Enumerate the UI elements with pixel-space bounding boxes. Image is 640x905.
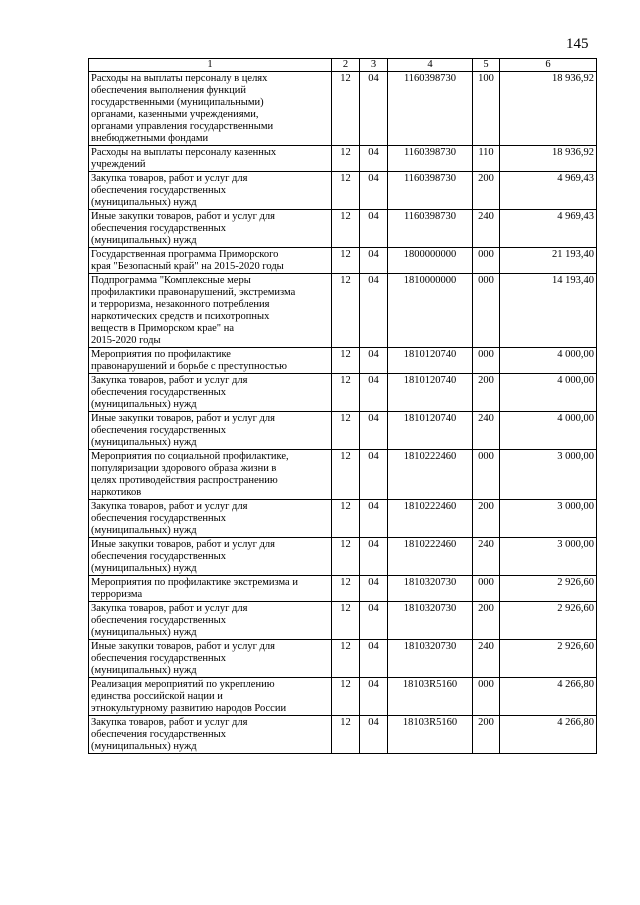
- header-cell-3: 3: [360, 59, 388, 72]
- expense-type-cell: 000: [473, 576, 500, 602]
- expense-type-cell: 200: [473, 716, 500, 754]
- amount-cell: 3 000,00: [500, 500, 597, 538]
- item-name-cell: Расходы на выплаты персоналу казенных учреждений: [89, 146, 332, 172]
- table-row: [89, 248, 597, 274]
- section-cell: 12: [332, 248, 360, 274]
- amount-cell: 4 969,43: [500, 210, 597, 248]
- section-cell: 12: [332, 412, 360, 450]
- header-cell-1: 1: [89, 59, 332, 72]
- target-article-cell: 1810000000: [388, 274, 473, 348]
- item-name-cell: Иные закупки товаров, работ и услуг для обеспечения государственных (муниципальных) нужд: [89, 640, 332, 678]
- amount-cell: 4 969,43: [500, 172, 597, 210]
- target-article-cell: 1810120740: [388, 412, 473, 450]
- subsection-cell: 04: [360, 576, 388, 602]
- amount-cell: 14 193,40: [500, 274, 597, 348]
- subsection-cell: 04: [360, 274, 388, 348]
- target-article-cell: 1800000000: [388, 248, 473, 274]
- subsection-cell: 04: [360, 146, 388, 172]
- target-article-cell: 18103R5160: [388, 716, 473, 754]
- section-cell: 12: [332, 640, 360, 678]
- expense-type-cell: 000: [473, 248, 500, 274]
- budget-table: [88, 58, 597, 754]
- subsection-cell: 04: [360, 348, 388, 374]
- table-row: [89, 72, 597, 146]
- target-article-cell: 1810222460: [388, 500, 473, 538]
- table-row: [89, 274, 597, 348]
- header-cell-6: 6: [500, 59, 597, 72]
- subsection-cell: 04: [360, 72, 388, 146]
- item-name-cell: Иные закупки товаров, работ и услуг для обеспечения государственных (муниципальных) нужд: [89, 210, 332, 248]
- subsection-cell: 04: [360, 538, 388, 576]
- section-cell: 12: [332, 450, 360, 500]
- table-row: [89, 146, 597, 172]
- section-cell: 12: [332, 72, 360, 146]
- section-cell: 12: [332, 210, 360, 248]
- section-cell: 12: [332, 538, 360, 576]
- table-row: [89, 500, 597, 538]
- expense-type-cell: 200: [473, 500, 500, 538]
- subsection-cell: 04: [360, 248, 388, 274]
- amount-cell: 2 926,60: [500, 576, 597, 602]
- amount-cell: 18 936,92: [500, 146, 597, 172]
- subsection-cell: 04: [360, 210, 388, 248]
- table-row: [89, 538, 597, 576]
- item-name-cell: Мероприятия по профилактике правонарушений и борьбе с преступностью: [89, 348, 332, 374]
- expense-type-cell: 200: [473, 374, 500, 412]
- item-name-cell: Закупка товаров, работ и услуг для обеспечения государственных (муниципальных) нужд: [89, 500, 332, 538]
- section-cell: 12: [332, 274, 360, 348]
- section-cell: 12: [332, 716, 360, 754]
- expense-type-cell: 240: [473, 412, 500, 450]
- expense-type-cell: 200: [473, 602, 500, 640]
- item-name-cell: Закупка товаров, работ и услуг для обеспечения государственных (муниципальных) нужд: [89, 374, 332, 412]
- header-cell-5: 5: [473, 59, 500, 72]
- amount-cell: 4 000,00: [500, 374, 597, 412]
- target-article-cell: 1810320730: [388, 576, 473, 602]
- table-body: [89, 72, 597, 754]
- target-article-cell: 1810222460: [388, 450, 473, 500]
- item-name-cell: Мероприятия по профилактике экстремизма и терроризма: [89, 576, 332, 602]
- amount-cell: 21 193,40: [500, 248, 597, 274]
- section-cell: 12: [332, 602, 360, 640]
- expense-type-cell: 240: [473, 640, 500, 678]
- amount-cell: 4 000,00: [500, 412, 597, 450]
- section-cell: 12: [332, 374, 360, 412]
- amount-cell: 3 000,00: [500, 538, 597, 576]
- table-row: [89, 412, 597, 450]
- table-row: [89, 450, 597, 500]
- table-row: [89, 210, 597, 248]
- expense-type-cell: 200: [473, 172, 500, 210]
- expense-type-cell: 000: [473, 678, 500, 716]
- subsection-cell: 04: [360, 678, 388, 716]
- expense-type-cell: 000: [473, 274, 500, 348]
- expense-type-cell: 240: [473, 538, 500, 576]
- table-row: [89, 678, 597, 716]
- subsection-cell: 04: [360, 172, 388, 210]
- subsection-cell: 04: [360, 602, 388, 640]
- subsection-cell: 04: [360, 450, 388, 500]
- item-name-cell: Иные закупки товаров, работ и услуг для обеспечения государственных (муниципальных) нужд: [89, 538, 332, 576]
- expense-type-cell: 000: [473, 348, 500, 374]
- expense-type-cell: 240: [473, 210, 500, 248]
- item-name-cell: Подпрограмма "Комплексные меры профилактики правонарушений, экстремизма и терроризма, незаконного потребления наркотических средств и психотропных веществ в Приморском крае" на 2015-2020 годы: [89, 274, 332, 348]
- amount-cell: 2 926,60: [500, 602, 597, 640]
- amount-cell: 2 926,60: [500, 640, 597, 678]
- amount-cell: 4 266,80: [500, 678, 597, 716]
- expense-type-cell: 100: [473, 72, 500, 146]
- target-article-cell: 18103R5160: [388, 678, 473, 716]
- header-cell-4: 4: [388, 59, 473, 72]
- item-name-cell: Мероприятия по социальной профилактике, популяризации здорового образа жизни в целях противодействия распространению наркотиков: [89, 450, 332, 500]
- table-row: [89, 348, 597, 374]
- section-cell: 12: [332, 146, 360, 172]
- item-name-cell: Иные закупки товаров, работ и услуг для обеспечения государственных (муниципальных) нужд: [89, 412, 332, 450]
- header-row: [89, 59, 597, 72]
- section-cell: 12: [332, 348, 360, 374]
- target-article-cell: 1160398730: [388, 146, 473, 172]
- amount-cell: 18 936,92: [500, 72, 597, 146]
- page-number: 145: [566, 36, 589, 52]
- target-article-cell: 1160398730: [388, 172, 473, 210]
- item-name-cell: Закупка товаров, работ и услуг для обеспечения государственных (муниципальных) нужд: [89, 716, 332, 754]
- item-name-cell: Расходы на выплаты персоналу в целях обеспечения выполнения функций государственными (муниципальными) органами, казенными учреждениями, органами управления государственными внебюджетными фондами: [89, 72, 332, 146]
- target-article-cell: 1810120740: [388, 374, 473, 412]
- item-name-cell: Государственная программа Приморского края "Безопасный край" на 2015-2020 годы: [89, 248, 332, 274]
- target-article-cell: 1160398730: [388, 210, 473, 248]
- amount-cell: 4 000,00: [500, 348, 597, 374]
- subsection-cell: 04: [360, 500, 388, 538]
- target-article-cell: 1810320730: [388, 640, 473, 678]
- header-cell-2: 2: [332, 59, 360, 72]
- table-row: [89, 716, 597, 754]
- subsection-cell: 04: [360, 374, 388, 412]
- amount-cell: 4 266,80: [500, 716, 597, 754]
- target-article-cell: 1810120740: [388, 348, 473, 374]
- expense-type-cell: 110: [473, 146, 500, 172]
- table-row: [89, 640, 597, 678]
- section-cell: 12: [332, 678, 360, 716]
- item-name-cell: Закупка товаров, работ и услуг для обеспечения государственных (муниципальных) нужд: [89, 172, 332, 210]
- table-row: [89, 172, 597, 210]
- subsection-cell: 04: [360, 640, 388, 678]
- table-row: [89, 576, 597, 602]
- table-row: [89, 374, 597, 412]
- target-article-cell: 1160398730: [388, 72, 473, 146]
- table-row: [89, 602, 597, 640]
- section-cell: 12: [332, 576, 360, 602]
- item-name-cell: Реализация мероприятий по укреплению единства российской нации и этнокультурному развитию народов России: [89, 678, 332, 716]
- amount-cell: 3 000,00: [500, 450, 597, 500]
- section-cell: 12: [332, 500, 360, 538]
- subsection-cell: 04: [360, 716, 388, 754]
- item-name-cell: Закупка товаров, работ и услуг для обеспечения государственных (муниципальных) нужд: [89, 602, 332, 640]
- target-article-cell: 1810320730: [388, 602, 473, 640]
- subsection-cell: 04: [360, 412, 388, 450]
- target-article-cell: 1810222460: [388, 538, 473, 576]
- expense-type-cell: 000: [473, 450, 500, 500]
- section-cell: 12: [332, 172, 360, 210]
